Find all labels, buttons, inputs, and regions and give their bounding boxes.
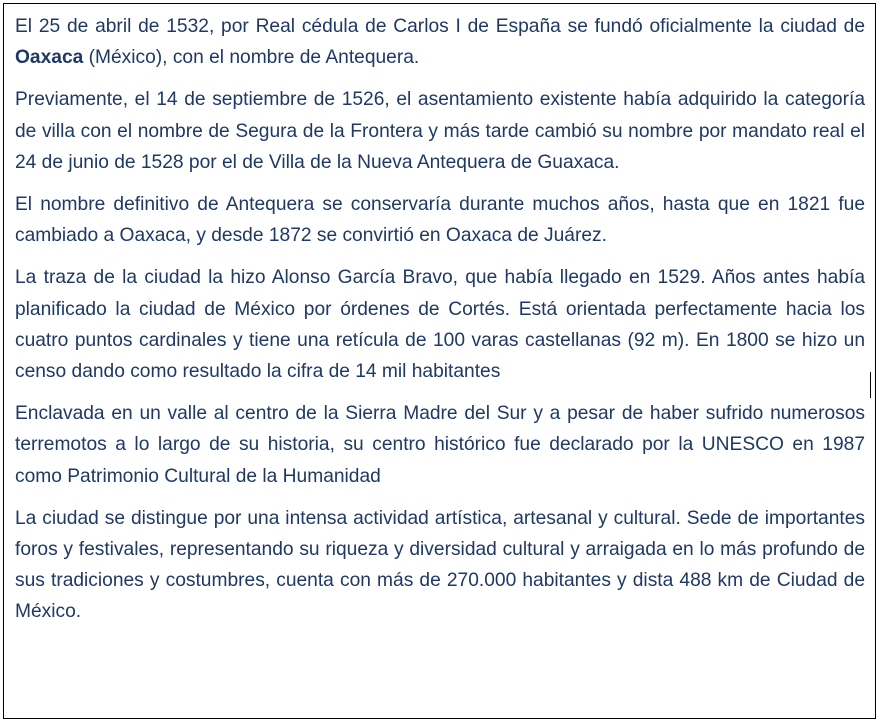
city-name-bold: Oaxaca [15, 47, 84, 69]
paragraph-4: La traza de la ciudad la hizo Alonso García Bravo, que había llegado en 1529. Años antes había planificado la ciudad de México por órdenes de Cortés. Está orientada perfectamente hacia los cuatro puntos cardinales y tiene una retícula de 100 varas castellanas (92 m). En 1800 se hizo un censo dando como resultado la cifra de 14 mil habitantes [15, 267, 865, 383]
paragraph-2: Previamente, el 14 de septiembre de 1526, el asentamiento existente había adquirido la categoría de villa con el nombre de Segura de la Frontera y más tarde cambió su nombre por mandato real el 24 de junio de 1528 por el de Villa de la Nueva Antequera de Guaxaca. [15, 89, 865, 173]
paragraph-3: El nombre definitivo de Antequera se conservaría durante muchos años, hasta que en 1821 fue cambiado a Oaxaca, y desde 1872 se convirtió en Oaxaca de Juárez. [15, 194, 865, 247]
paragraph-5: Enclavada en un valle al centro de la Sierra Madre del Sur y a pesar de haber sufrido numerosos terremotos a lo largo de su historia, su centro histórico fue declarado por la UNESCO en 1987 como Patrimonio Cultural de la Humanidad [15, 403, 865, 487]
paragraph-1 [15, 11, 865, 73]
text-box-frame [3, 3, 876, 719]
paragraph-1-text-end: (México), con el nombre de Antequera. [83, 47, 420, 69]
text-cursor [870, 372, 871, 398]
paragraph-6: La ciudad se distingue por una intensa actividad artística, artesanal y cultural. Sede de importantes foros y festivales, representando su riqueza y diversidad cultural y arraigada en lo más profundo de sus tradiciones y costumbres, cuenta con más de 270.000 habitantes y dista 488 km de Ciudad de México. [15, 507, 865, 623]
document-body[interactable] [15, 11, 865, 628]
paragraph-1-text-start: El 25 de abril de 1532, por Real cédula de Carlos I de España se fundó oficialmente la ciudad de [15, 16, 865, 37]
